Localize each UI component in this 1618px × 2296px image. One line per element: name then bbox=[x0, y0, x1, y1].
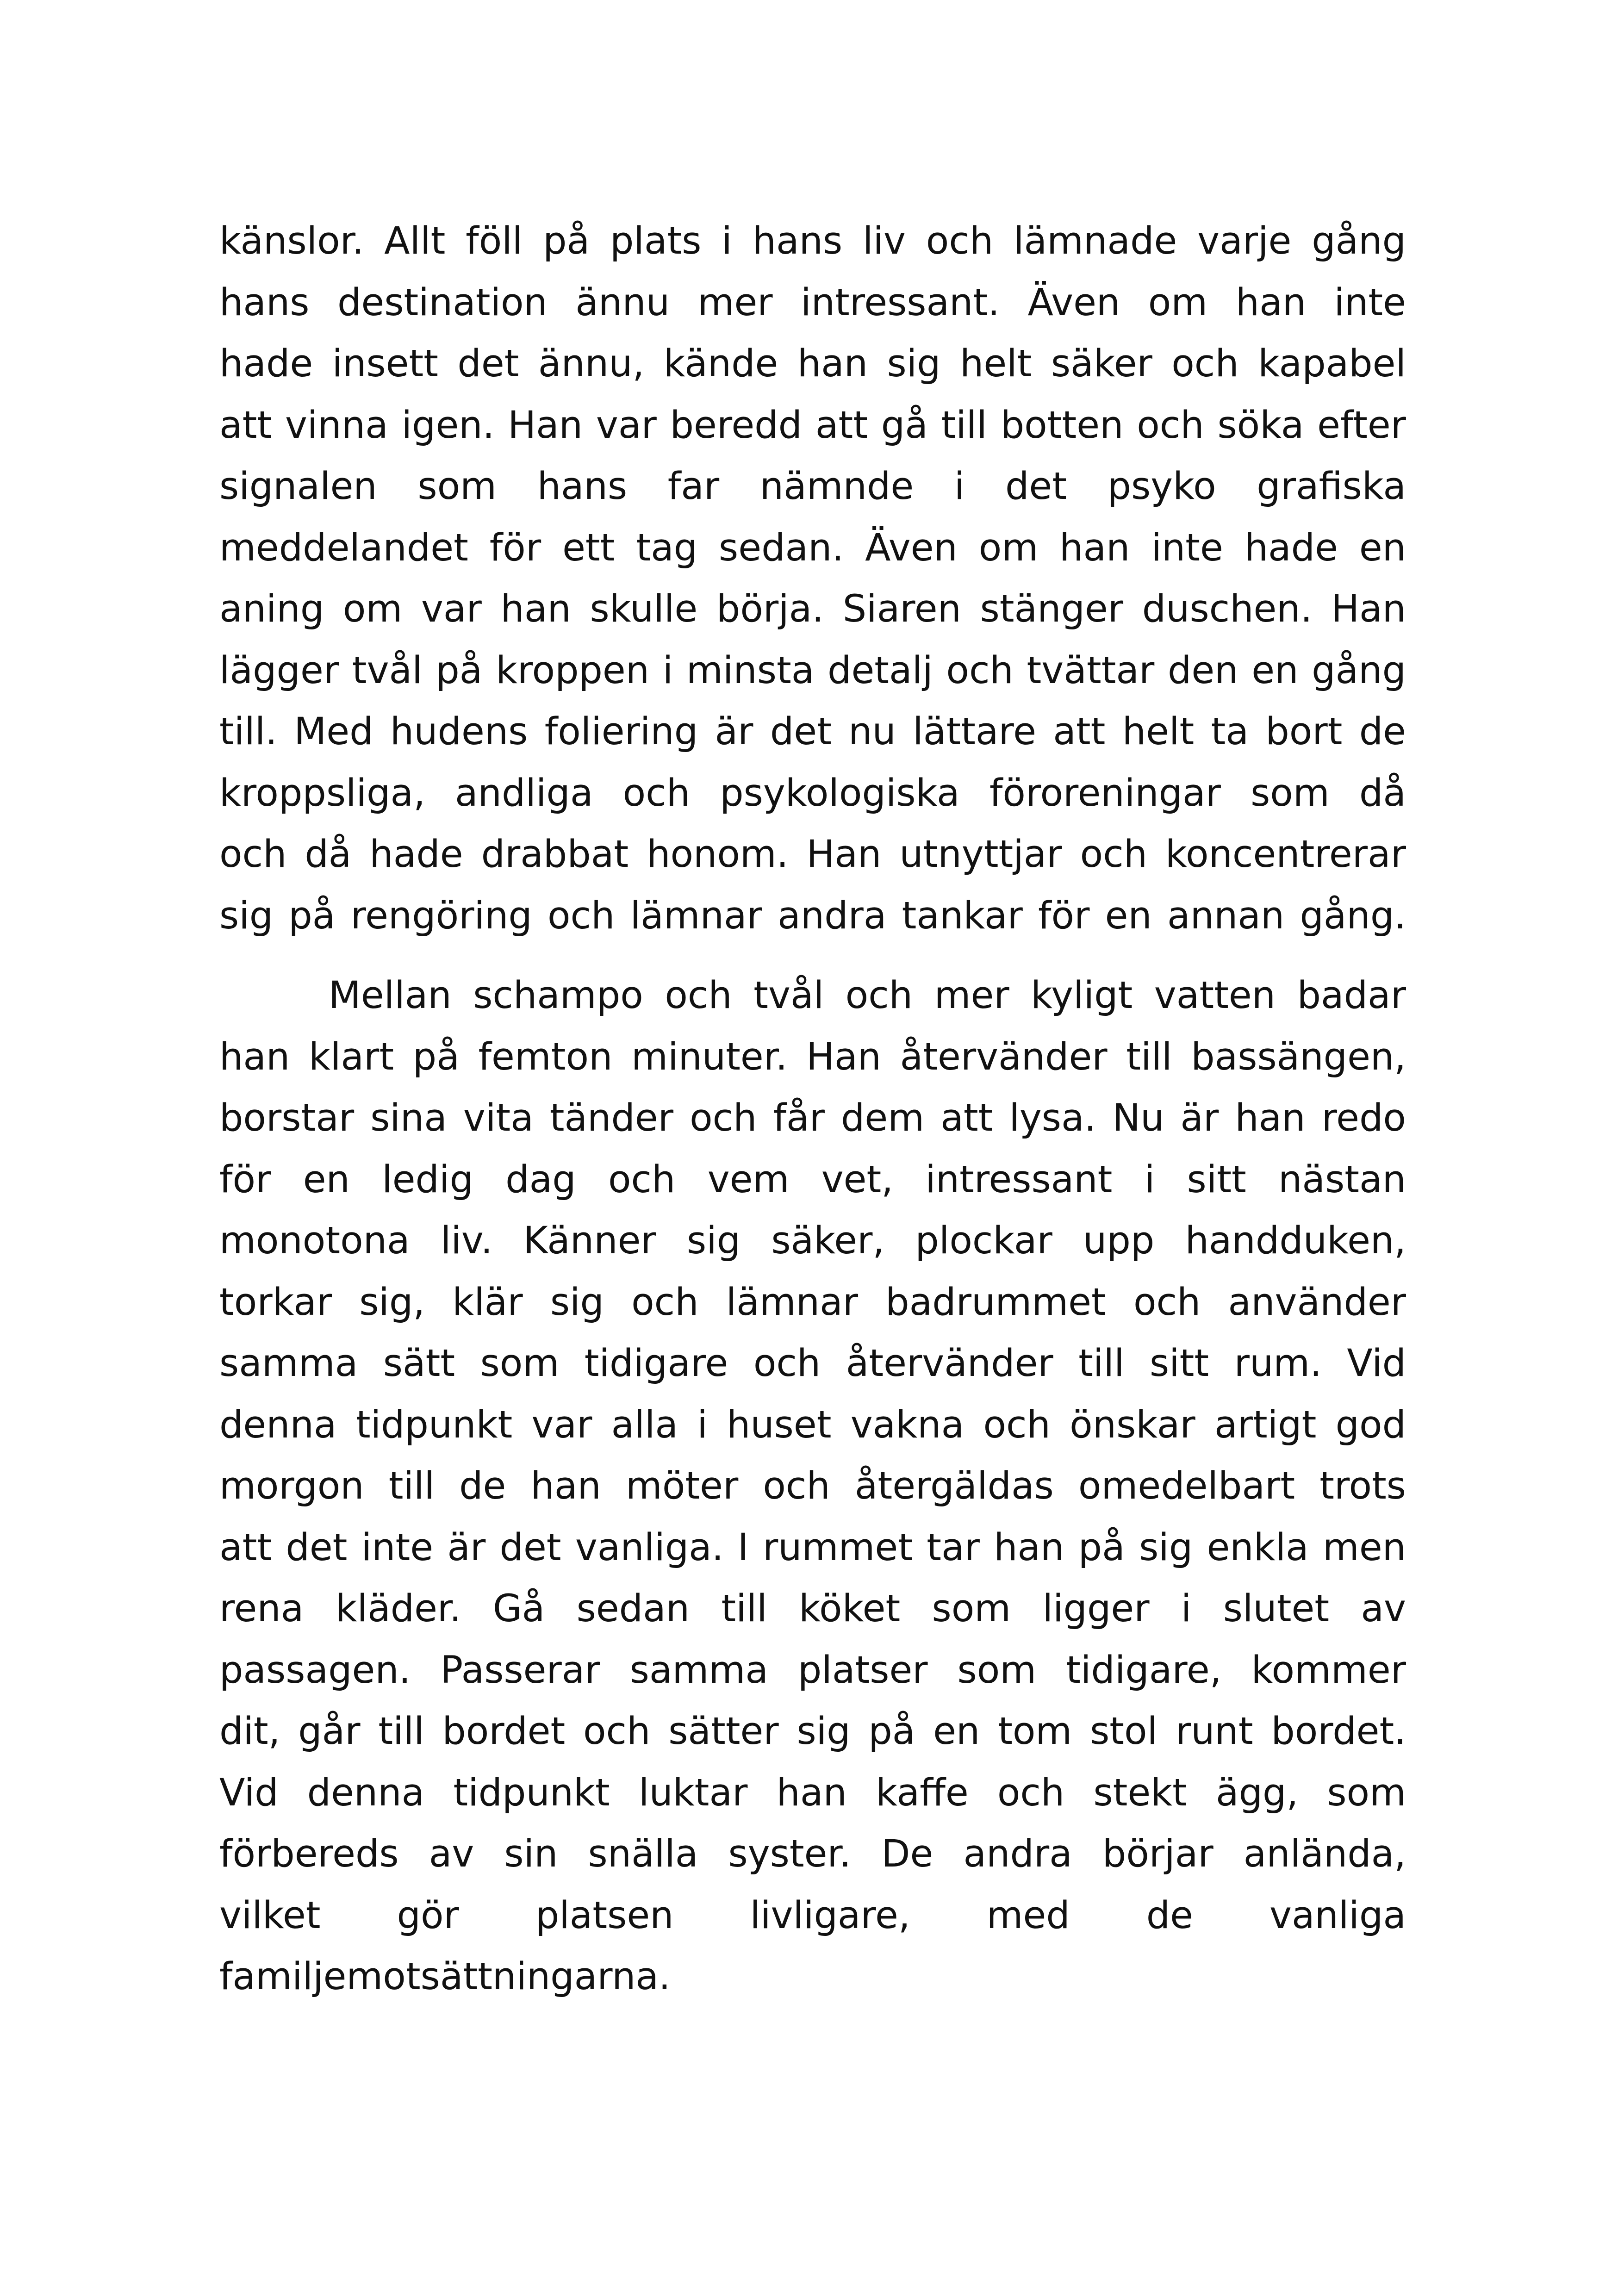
text-line: hans destination ännu mer intressant. Även om han inte bbox=[219, 280, 1406, 324]
text-line: och då hade drabbat honom. Han utnyttjar och koncentrerar bbox=[219, 833, 1406, 876]
text-line: att vinna igen. Han var beredd att gå till botten och söka efter bbox=[219, 403, 1406, 447]
text-line: meddelandet för ett tag sedan. Även om han inte hade en bbox=[219, 526, 1406, 570]
text-line: sig på rengöring och lämnar andra tankar för en annan gång. bbox=[219, 894, 1406, 938]
body-text bbox=[219, 211, 1406, 2008]
text-line: kroppsliga, andliga och psykologiska föroreningar som då bbox=[219, 771, 1406, 815]
paragraph-1 bbox=[219, 211, 1406, 946]
text-line: rena kläder. Gå sedan till köket som ligger i slutet av bbox=[219, 1587, 1406, 1630]
text-line: familjemotsättningarna. bbox=[219, 1955, 671, 1998]
text-line: monotona liv. Känner sig säker, plockar upp handduken, bbox=[219, 1219, 1406, 1263]
text-line: han klart på femton minuter. Han återvänder till bassängen, bbox=[219, 1035, 1406, 1079]
text-line: hade insett det ännu, kände han sig helt säker och kapabel bbox=[219, 342, 1406, 386]
text-line: signalen som hans far nämnde i det psyko grafiska bbox=[219, 465, 1406, 508]
text-line: Vid denna tidpunkt luktar han kaffe och stekt ägg, som bbox=[219, 1771, 1406, 1815]
text-line: aning om var han skulle börja. Siaren stänger duschen. Han bbox=[219, 587, 1406, 631]
text-line: morgon till de han möter och återgäldas omedelbart trots bbox=[219, 1464, 1406, 1508]
text-line: lägger tvål på kroppen i minsta detalj och tvättar den en gång bbox=[219, 648, 1406, 692]
text-line: samma sätt som tidigare och återvänder till sitt rum. Vid bbox=[219, 1342, 1406, 1385]
text-line: passagen. Passerar samma platser som tidigare, kommer bbox=[219, 1648, 1406, 1692]
text-line: att det inte är det vanliga. I rummet tar han på sig enkla men bbox=[219, 1525, 1406, 1569]
text-line: Mellan schampo och tvål och mer kyligt vatten badar bbox=[329, 974, 1406, 1017]
text-line: förbereds av sin snälla syster. De andra börjar anlända, bbox=[219, 1832, 1406, 1876]
text-line: dit, går till bordet och sätter sig på en tom stol runt bordet. bbox=[219, 1710, 1406, 1753]
text-line: känslor. Allt föll på plats i hans liv och lämnade varje gång bbox=[219, 219, 1406, 263]
paragraph-2 bbox=[219, 965, 1406, 2008]
text-line: för en ledig dag och vem vet, intressant i sitt nästan bbox=[219, 1157, 1406, 1201]
text-line: till. Med hudens foliering är det nu lättare att helt ta bort de bbox=[219, 710, 1406, 753]
text-line: torkar sig, klär sig och lämnar badrummet och använder bbox=[219, 1280, 1406, 1324]
text-line: vilket gör platsen livligare, med de vanliga bbox=[219, 1893, 1406, 1937]
text-line: denna tidpunkt var alla i huset vakna och önskar artigt god bbox=[219, 1403, 1406, 1447]
text-line: borstar sina vita tänder och får dem att lysa. Nu är han redo bbox=[219, 1096, 1406, 1140]
